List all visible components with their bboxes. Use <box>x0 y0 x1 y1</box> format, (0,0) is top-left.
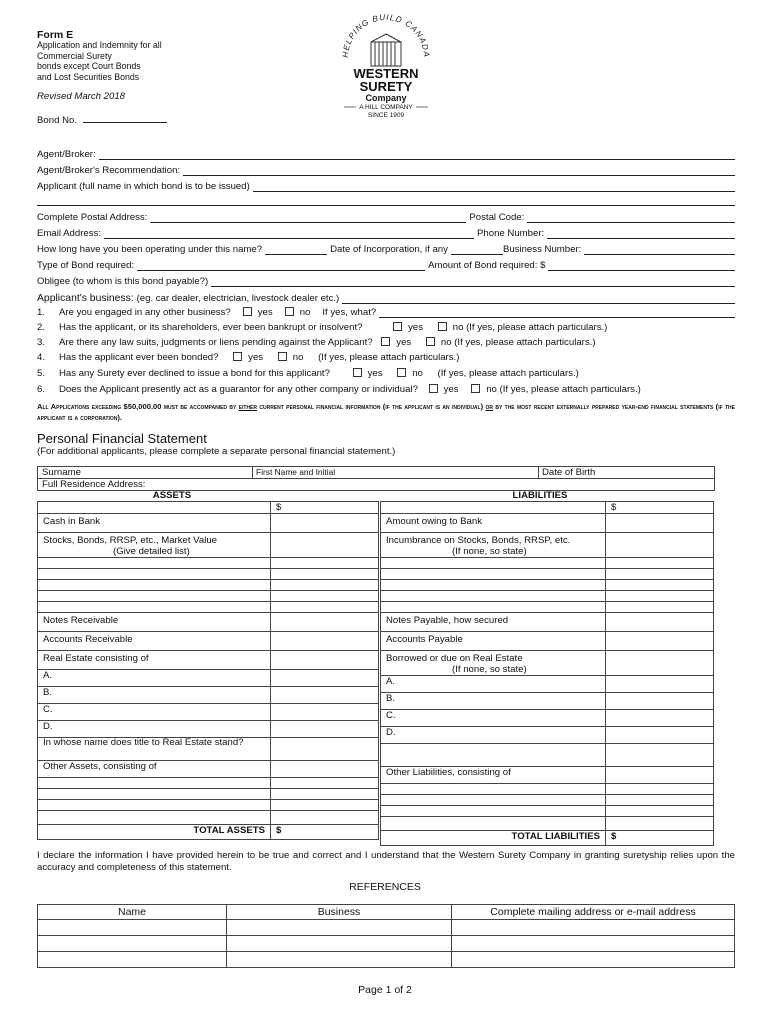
bond-number-field[interactable]: Bond No. <box>37 113 167 126</box>
reference-address-2[interactable] <box>452 936 735 952</box>
applicant-name-field[interactable]: Applicant (full name in which bond is to be issued) <box>37 178 735 192</box>
references-table <box>37 904 735 968</box>
references-title: REFERENCES <box>349 881 421 893</box>
agent-recommendation-field[interactable]: Agent/Broker's Recommendation: <box>37 162 735 176</box>
svg-text:A HILL COMPANY: A HILL COMPANY <box>359 104 413 111</box>
building-icon <box>371 34 401 66</box>
question-6: 6. Does the Applicant presently act as a guarantor for any other company or individual? yes no (If yes, please attach particulars.) <box>37 384 641 395</box>
postal-address-row[interactable]: Complete Postal Address: Postal Code: <box>37 209 735 223</box>
logo-arc-text: HELPING BUILD CANADA <box>340 14 432 59</box>
total-liabilities-amount[interactable]: $ <box>606 831 714 846</box>
surname-field[interactable]: Surname <box>38 467 253 478</box>
reference-business-2[interactable] <box>227 936 452 952</box>
q6-no-checkbox[interactable] <box>471 384 480 393</box>
agent-broker-field[interactable]: Agent/Broker: <box>37 146 735 160</box>
q2-no-checkbox[interactable] <box>438 322 447 331</box>
q1-no-checkbox[interactable] <box>285 307 294 316</box>
q4-no-checkbox[interactable] <box>278 352 287 361</box>
svg-text:WESTERN: WESTERN <box>353 66 419 81</box>
question-5: 5. Has any Surety ever declined to issue a bond for this applicant? yes no (If yes, please attach particulars.) <box>37 368 579 379</box>
liabilities-header: LIABILITIES <box>512 490 568 501</box>
svg-text:Company: Company <box>365 93 407 103</box>
q3-yes-checkbox[interactable] <box>381 337 390 346</box>
svg-text:HELPING BUILD CANADA <box>341 14 431 58</box>
references-col-business: Business <box>227 905 452 920</box>
reference-name-2[interactable] <box>38 936 227 952</box>
q1-yes-checkbox[interactable] <box>243 307 252 316</box>
applicant-identity-box <box>37 466 715 491</box>
svg-text:SINCE 1909: SINCE 1909 <box>367 112 405 119</box>
financial-info-notice: All Applications exceeding $50,000.00 must be accompanied by either current personal financial information (if the applicant is an individual) or by the most recent externally prepared year-end financial statements (if the applicant is a corporation). <box>37 402 735 422</box>
total-liabilities-label: TOTAL LIABILITIES <box>381 831 606 846</box>
assets-table: $ Cash in Bank Stocks, Bonds, RRSP, etc., Market Value (Give detailed list) Notes Receivable Accounts Receivable Real Estate consisting of A. B. C. D. In whose name does title to Real Estate stand? Other Assets, consisting of TOTAL ASSETS $ <box>37 501 379 840</box>
pfs-subtitle: (For additional applicants, please complete a separate personal financial statement.) <box>37 446 396 457</box>
assets-header: ASSETS <box>152 490 192 501</box>
declaration-text: I declare the information I have provided herein to be true and correct and I understand that the Western Surety Company in granting suretyship relies upon the accuracy and completeness of this statement. <box>37 850 735 873</box>
page-number: Page 1 of 2 <box>358 984 412 996</box>
reference-name-1[interactable] <box>38 920 227 936</box>
total-assets-label: TOTAL ASSETS <box>38 825 271 840</box>
total-assets-amount[interactable]: $ <box>271 825 379 840</box>
question-4: 4. Has the applicant ever been bonded? yes no (If yes, please attach particulars.) <box>37 352 460 363</box>
form-subtitle: Application and Indemnity for all Commercial Surety bonds except Court Bonds and Lost Securities Bonds <box>37 40 162 82</box>
bond-type-row[interactable]: Type of Bond required: Amount of Bond required: $ <box>37 257 735 271</box>
obligee-field[interactable]: Obligee (to whom is this bond payable?) <box>37 273 735 287</box>
pfs-title: Personal Financial Statement <box>37 431 207 446</box>
question-1: 1. Are you engaged in any other business? yes no If yes, what? <box>37 307 735 318</box>
cash-amount[interactable] <box>271 514 379 533</box>
form-title: Form E <box>37 29 74 41</box>
references-col-name: Name <box>38 905 227 920</box>
first-name-field[interactable]: First Name and Initial <box>252 467 539 478</box>
reference-business-3[interactable] <box>227 952 452 968</box>
q2-yes-checkbox[interactable] <box>393 322 402 331</box>
svg-text:SURETY: SURETY <box>359 79 413 94</box>
q5-yes-checkbox[interactable] <box>353 368 362 377</box>
q1-other-business-input[interactable] <box>379 307 735 318</box>
revised-date: Revised March 2018 <box>37 91 125 102</box>
operating-row[interactable]: How long have you been operating under this name? Date of Incorporation, if any Business Number: <box>37 241 735 255</box>
reference-name-3[interactable] <box>38 952 227 968</box>
company-logo <box>334 14 438 122</box>
q3-no-checkbox[interactable] <box>426 337 435 346</box>
residence-address-field[interactable]: Full Residence Address: <box>38 478 714 490</box>
email-phone-row[interactable]: Email Address: Phone Number: <box>37 225 735 239</box>
references-col-address: Complete mailing address or e-mail address <box>452 905 735 920</box>
question-2: 2. Has the applicant, or its shareholders, ever been bankrupt or insolvent? yes no (If yes, please attach particulars.) <box>37 322 608 333</box>
business-field[interactable]: Applicant's business: (eg. car dealer, electrician, livestock dealer etc.) <box>37 290 735 304</box>
q4-yes-checkbox[interactable] <box>233 352 242 361</box>
reference-address-3[interactable] <box>452 952 735 968</box>
reference-address-1[interactable] <box>452 920 735 936</box>
q5-no-checkbox[interactable] <box>397 368 406 377</box>
reference-business-1[interactable] <box>227 920 452 936</box>
q6-yes-checkbox[interactable] <box>429 384 438 393</box>
liabilities-table: $ Amount owing to Bank Incumbrance on Stocks, Bonds, RRSP, etc. (If none, so state) Notes Payable, how secured Accounts Payable Borrowed or due on Real Estate (If none, so state) A. B. C. D. Other Liabilities, consisting of TOTAL LIABILITIES $ <box>380 501 714 846</box>
dob-field[interactable]: Date of Birth <box>542 467 596 478</box>
question-3: 3. Are there any law suits, judgments or liens pending against the Applicant? yes no (If yes, please attach particulars.) <box>37 337 596 348</box>
applicant-name-line2[interactable] <box>37 192 735 206</box>
